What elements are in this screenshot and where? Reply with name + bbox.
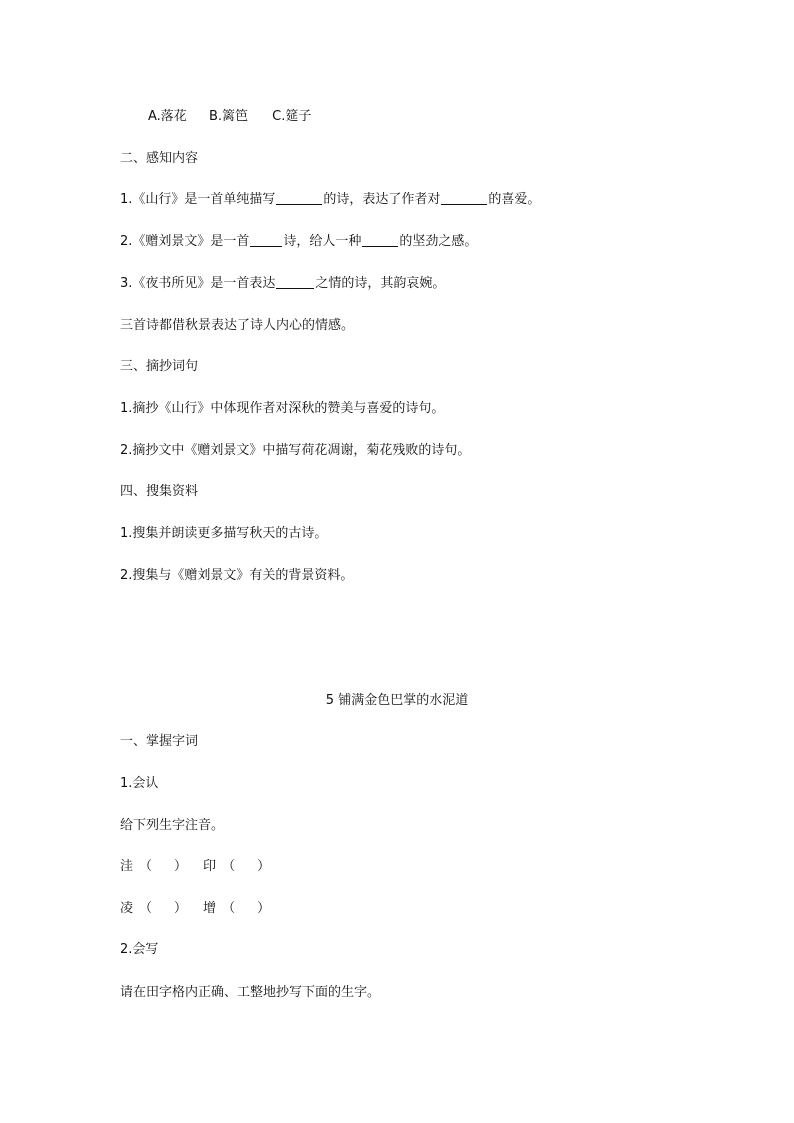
- s3-question-2: 2.摘抄文中《赠刘景文》中描写荷花凋谢，菊花残败的诗句。: [120, 443, 471, 458]
- s2-q3-part2: 之情的诗，其韵哀婉。: [315, 276, 446, 291]
- section-4-heading: 四、搜集资料: [120, 484, 199, 499]
- option-a: A.落花: [148, 109, 187, 124]
- s2-summary: 三首诗都借秋景表达了诗人内心的情感。: [120, 318, 355, 333]
- s2-question-1: [120, 192, 540, 208]
- char: 增: [203, 901, 217, 916]
- lesson-title: 5 铺满金色巴掌的水泥道: [325, 693, 469, 708]
- s2-q1-part3: 的喜爱。: [488, 192, 541, 207]
- open-paren: （: [139, 901, 153, 916]
- char: 印: [203, 859, 217, 874]
- blank[interactable]: [276, 276, 314, 289]
- s2-q2-part3: 的坚劲之感。: [399, 234, 478, 249]
- blank[interactable]: [441, 192, 487, 205]
- s4-question-1: 1.搜集并朗读更多描写秋天的古诗。: [120, 526, 328, 541]
- blank[interactable]: [362, 234, 398, 247]
- pinyin-row-1: [120, 859, 270, 875]
- lesson-heading: 一、掌握字词: [120, 734, 199, 749]
- option-c: C.筵子: [272, 109, 312, 124]
- s3-question-1: 1.摘抄《山行》中体现作者对深秋的赞美与喜爱的诗句。: [120, 401, 445, 416]
- section-3-heading: 三、摘抄词句: [120, 359, 199, 374]
- options-line: [148, 109, 311, 125]
- s2-question-3: [120, 276, 445, 292]
- close-paren: ）: [257, 901, 271, 916]
- option-b: B.篱笆: [208, 109, 249, 124]
- s2-q2-part1: 2.《赠刘景文》是一首: [120, 234, 250, 249]
- open-paren: （: [222, 901, 236, 916]
- s2-question-2: [120, 234, 477, 250]
- open-paren: （: [139, 859, 153, 874]
- lesson-instruction-1: 给下列生字注音。: [120, 818, 225, 833]
- char: 凌: [120, 901, 134, 916]
- section-2-heading: 二、感知内容: [120, 151, 199, 166]
- s2-q3-part1: 3.《夜书所见》是一首表达: [120, 276, 276, 291]
- lesson-instruction-2: 请在田字格内正确、工整地抄写下面的生字。: [120, 985, 381, 1000]
- s4-question-2: 2.搜集与《赠刘景文》有关的背景资料。: [120, 568, 354, 583]
- close-paren: ）: [174, 901, 188, 916]
- pinyin-row-2: [120, 901, 270, 917]
- s2-q1-part2: 的诗，表达了作者对: [323, 192, 441, 207]
- lesson-sub-2: 2.会写: [120, 942, 159, 957]
- open-paren: （: [222, 859, 236, 874]
- blank[interactable]: [250, 234, 282, 247]
- s2-q2-part2: 诗，给人一种: [283, 234, 362, 249]
- char: 洼: [120, 859, 134, 874]
- close-paren: ）: [174, 859, 188, 874]
- lesson-sub-1: 1.会认: [120, 776, 159, 791]
- s2-q1-part1: 1.《山行》是一首单纯描写: [120, 192, 276, 207]
- close-paren: ）: [257, 859, 271, 874]
- blank[interactable]: [276, 192, 322, 205]
